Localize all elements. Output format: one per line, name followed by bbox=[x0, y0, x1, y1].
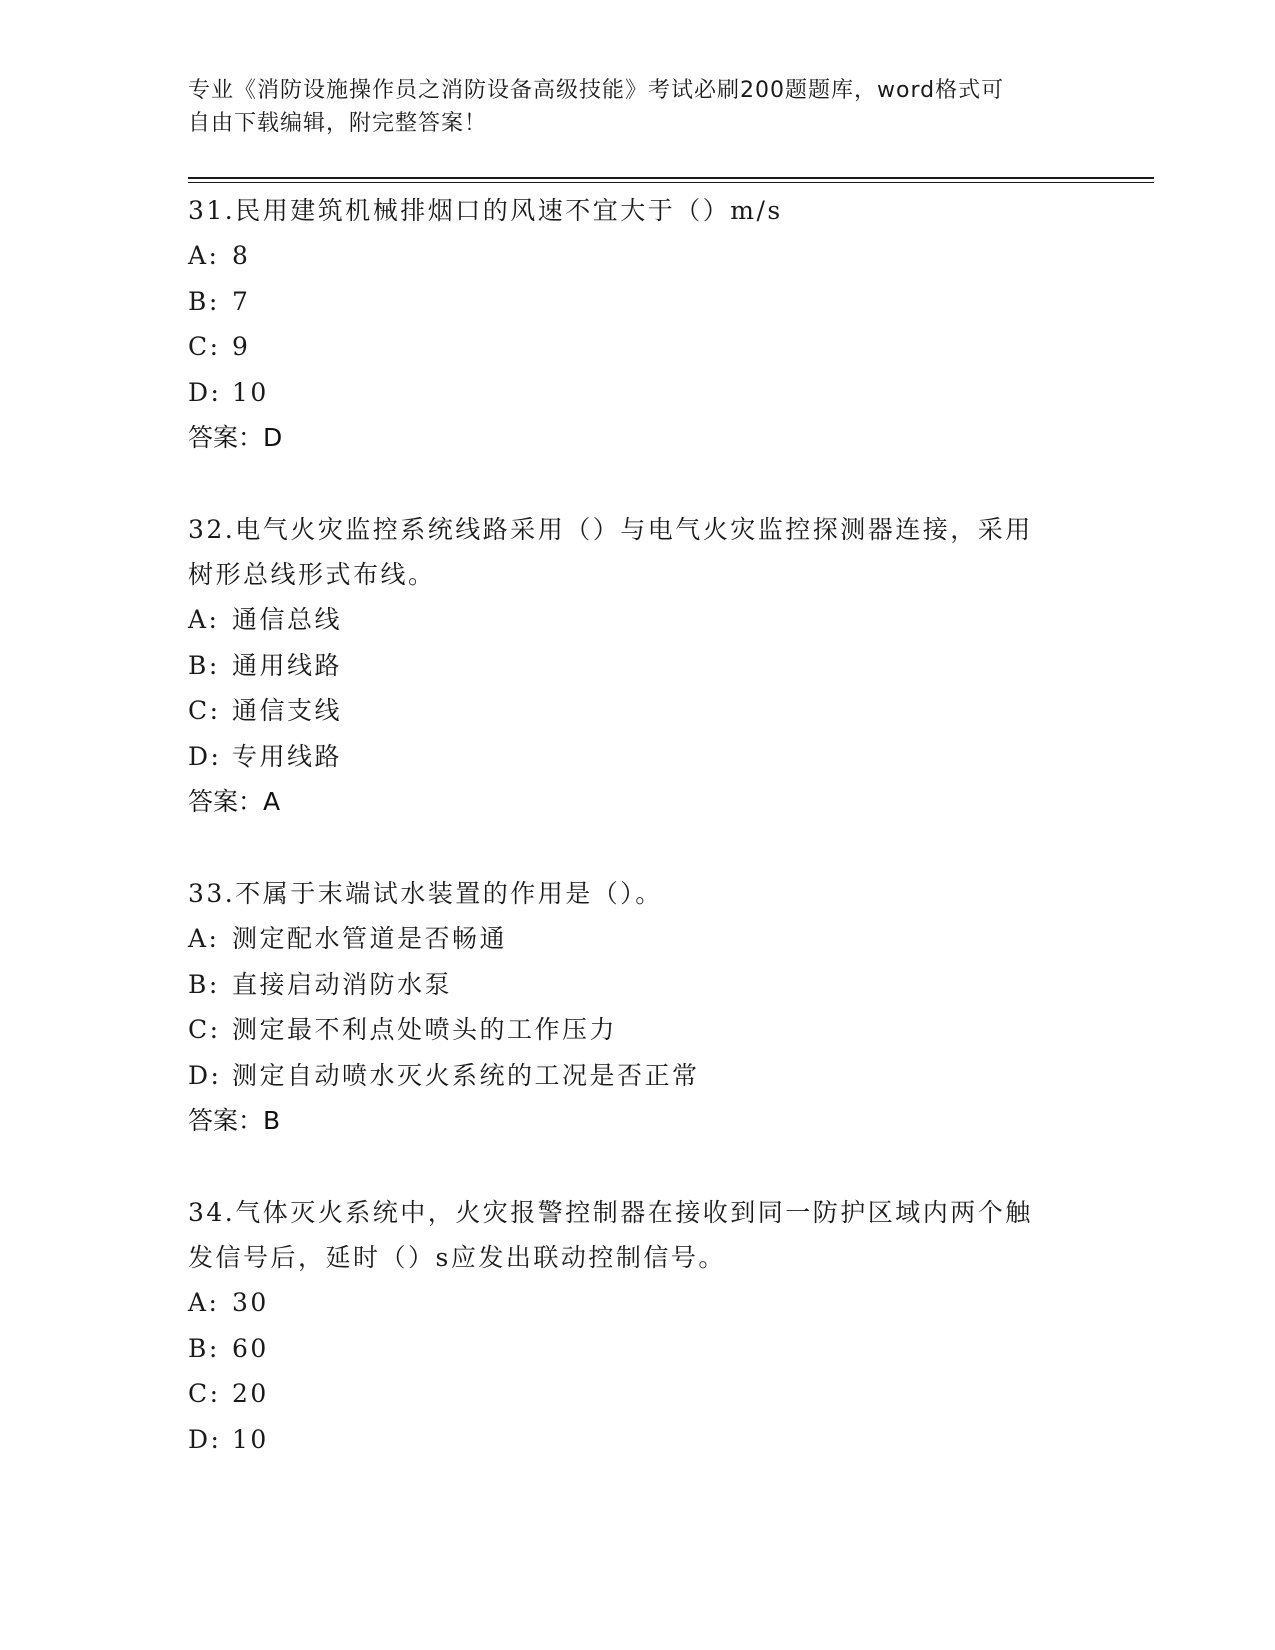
option-text: 测定最不利点处喷头的工作压力 bbox=[232, 1015, 618, 1044]
option-letter: A: bbox=[188, 924, 220, 953]
option-text: 专用线路 bbox=[232, 741, 343, 771]
option-text: 8 bbox=[232, 241, 251, 270]
question-spacer bbox=[188, 460, 1088, 507]
question-stem bbox=[188, 188, 1088, 233]
option-b bbox=[188, 643, 1088, 689]
option-letter: D: bbox=[188, 377, 222, 407]
option-letter: A: bbox=[188, 1288, 220, 1317]
option-text: 通用线路 bbox=[232, 650, 343, 680]
option-letter: C: bbox=[188, 696, 221, 725]
option-text: 7 bbox=[232, 286, 251, 316]
option-a bbox=[188, 597, 1088, 643]
option-a bbox=[188, 916, 1088, 962]
question-stem-line: 33.不属于末端试水装置的作用是（）。 bbox=[188, 879, 663, 908]
option-text: 9 bbox=[232, 332, 251, 361]
option-text: 测定配水管道是否畅通 bbox=[232, 924, 508, 953]
question-stem-line: 发信号后，延时（）s应发出联动控制信号。 bbox=[188, 1243, 726, 1272]
option-letter: C: bbox=[188, 1015, 221, 1044]
option-text: 10 bbox=[232, 377, 269, 407]
question-34 bbox=[188, 1190, 1088, 1462]
option-letter: D: bbox=[188, 741, 222, 771]
option-text: 20 bbox=[232, 1379, 269, 1408]
option-a bbox=[188, 233, 1088, 279]
option-text: 测定自动喷水灭火系统的工况是否正常 bbox=[232, 1060, 700, 1090]
option-c bbox=[188, 1007, 1088, 1053]
option-letter: B: bbox=[188, 286, 220, 316]
question-stem-line: 31.民用建筑机械排烟口的风速不宜大于（）m/s bbox=[188, 196, 783, 225]
question-stem bbox=[188, 1190, 1088, 1280]
option-letter: A: bbox=[188, 241, 220, 270]
question-stem-line: 32.电气火灾监控系统线路采用（）与电气火灾监控探测器连接，采用 bbox=[188, 515, 1033, 544]
header-divider-thick bbox=[188, 177, 1154, 179]
option-d bbox=[188, 1417, 1088, 1463]
option-b bbox=[188, 1326, 1088, 1372]
answer-label: 答案：B bbox=[188, 1106, 281, 1135]
header-divider-thin bbox=[188, 182, 1154, 183]
option-c bbox=[188, 1371, 1088, 1417]
header-line-2: 自由下载编辑，附完整答案！ bbox=[188, 111, 488, 136]
answer-label: 答案：D bbox=[188, 423, 283, 452]
option-text: 通信支线 bbox=[232, 696, 343, 725]
option-text: 直接启动消防水泵 bbox=[232, 969, 453, 999]
question-stem-line: 34.气体灭火系统中，火灾报警控制器在接收到同一防护区域内两个触 bbox=[188, 1198, 1033, 1227]
option-letter: B: bbox=[188, 969, 220, 999]
question-stem bbox=[188, 507, 1088, 597]
option-text: 通信总线 bbox=[232, 605, 343, 634]
question-stem bbox=[188, 871, 1088, 916]
question-spacer bbox=[188, 824, 1088, 871]
question-spacer bbox=[188, 1143, 1088, 1190]
option-letter: C: bbox=[188, 1379, 221, 1408]
question-31 bbox=[188, 188, 1088, 460]
option-d bbox=[188, 370, 1088, 416]
document-header bbox=[188, 74, 1088, 140]
option-letter: B: bbox=[188, 1333, 220, 1363]
option-letter: A: bbox=[188, 605, 220, 634]
option-letter: D: bbox=[188, 1060, 222, 1090]
option-c bbox=[188, 688, 1088, 734]
question-32 bbox=[188, 507, 1088, 824]
option-c bbox=[188, 324, 1088, 370]
option-letter: C: bbox=[188, 332, 221, 361]
option-letter: B: bbox=[188, 650, 220, 680]
option-d bbox=[188, 1053, 1088, 1099]
option-b bbox=[188, 962, 1088, 1008]
option-letter: D: bbox=[188, 1424, 222, 1454]
option-text: 10 bbox=[232, 1424, 269, 1454]
question-33 bbox=[188, 871, 1088, 1143]
question-list bbox=[188, 188, 1088, 1462]
option-text: 30 bbox=[232, 1288, 269, 1317]
header-line-1: 专业《消防设施操作员之消防设备高级技能》考试必刷200题题库，word格式可 bbox=[188, 78, 1005, 103]
option-a bbox=[188, 1280, 1088, 1326]
question-stem-line: 树形总线形式布线。 bbox=[188, 560, 436, 589]
answer-label: 答案：A bbox=[188, 787, 281, 816]
option-b bbox=[188, 279, 1088, 325]
option-d bbox=[188, 734, 1088, 780]
option-text: 60 bbox=[232, 1333, 269, 1363]
